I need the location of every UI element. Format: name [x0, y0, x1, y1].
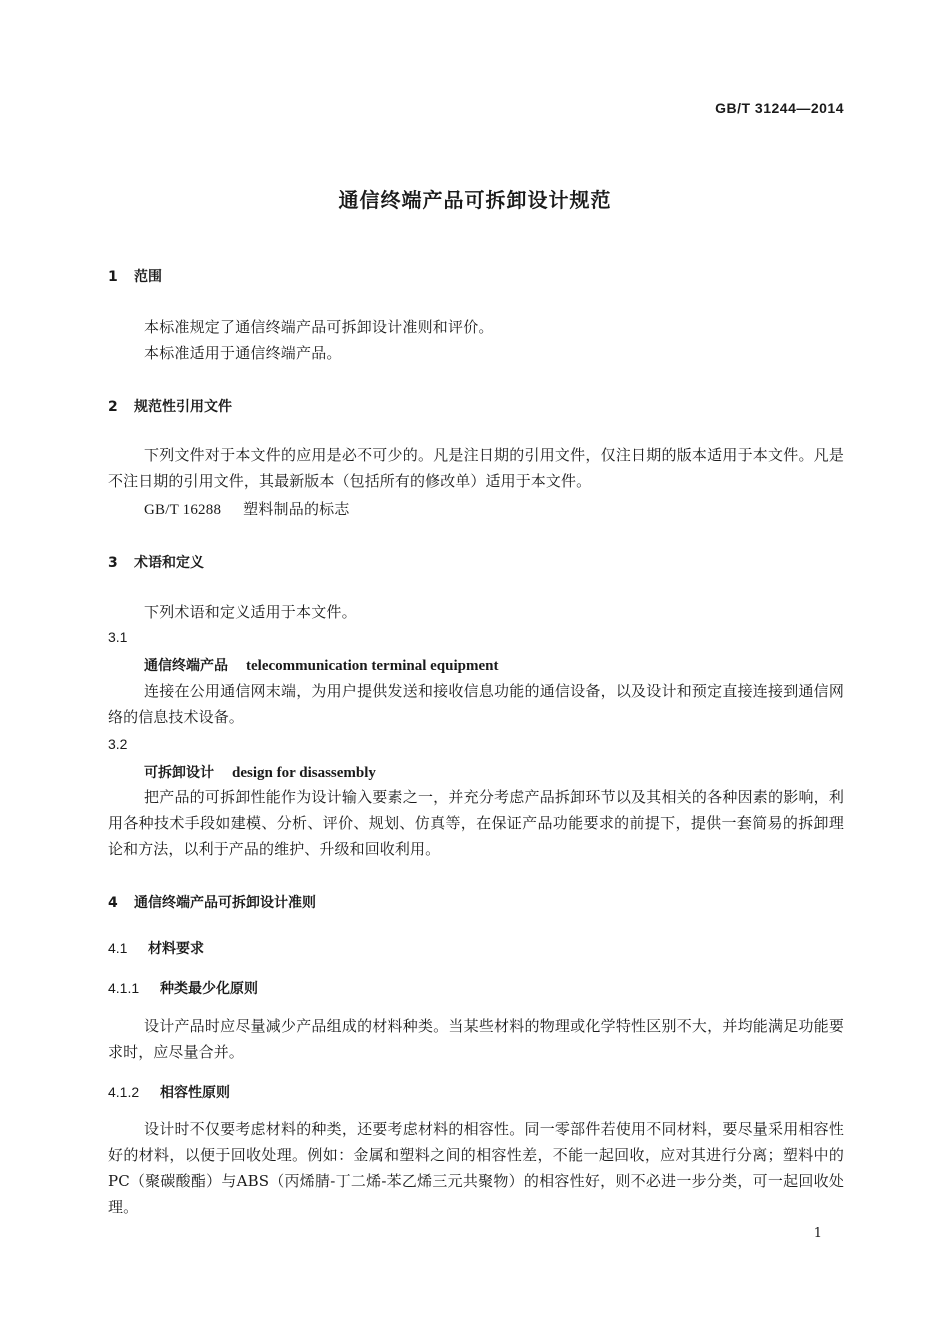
section-4-1-1-number: 4.1.1	[108, 980, 140, 996]
section-2-number: 2	[108, 399, 118, 415]
section-4-1-1-paragraph: 设计产品时应尽量减少产品组成的材料种类。当某些材料的物理或化学特性区别不大，并均能满足功能要求时，应尽量合并。	[108, 1017, 844, 1061]
term-3-1-definition: 连接在公用通信网末端，为用户提供发送和接收信息功能的通信设备，以及设计和预定直接连接到通信网络的信息技术设备。	[108, 682, 844, 726]
term-3-1-zh: 通信终端产品	[144, 658, 228, 674]
section-1-para-1: 本标准规定了通信终端产品可拆卸设计准则和评价。	[144, 318, 494, 336]
term-3-2-en: design for disassembly	[232, 765, 376, 781]
term-3-2-zh: 可拆卸设计	[144, 765, 214, 781]
section-4-number: 4	[108, 895, 118, 911]
section-4-1-1-heading	[108, 978, 258, 998]
term-3-2-number: 3.2	[108, 736, 128, 752]
reference-title: 塑料制品的标志	[243, 500, 350, 518]
section-3-heading	[108, 552, 204, 572]
section-4-1-2-number: 4.1.2	[108, 1084, 140, 1100]
section-1-heading	[108, 266, 162, 286]
page-number: 1	[813, 1226, 822, 1241]
section-4-1-2-title: 相容性原则	[160, 1085, 230, 1101]
section-1-para-2: 本标准适用于通信终端产品。	[144, 344, 342, 362]
section-4-1-1-title: 种类最少化原则	[160, 981, 258, 997]
reference-code: GB/T 16288	[144, 502, 222, 518]
section-4-title: 通信终端产品可拆卸设计准则	[134, 895, 316, 911]
term-3-2-name	[144, 762, 376, 782]
section-2-paragraph: 下列文件对于本文件的应用是必不可少的。凡是注日期的引用文件，仅注日期的版本适用于本文件。凡是不注日期的引用文件，其最新版本（包括所有的修改单）适用于本文件。	[108, 446, 844, 490]
term-3-1-name	[144, 655, 498, 675]
section-4-1-2-paragraph: 设计时不仅要考虑材料的种类，还要考虑材料的相容性。同一零部件若使用不同材料，要尽量采用相容性好的材料，以便于回收处理。例如：金属和塑料之间的相容性差，不能一起回收，应对其进行分离；塑料中的PC（聚碳酸酯）与ABS（丙烯腈-丁二烯-苯乙烯三元共聚物）的相容性好，则不必进一步分类，可一起回收处理。	[108, 1120, 844, 1216]
section-4-1-heading	[108, 938, 204, 958]
section-1-title: 范围	[134, 269, 162, 285]
standard-code: GB/T 31244—2014	[715, 100, 844, 116]
section-2-title: 规范性引用文件	[134, 399, 232, 415]
term-3-2-definition: 把产品的可拆卸性能作为设计输入要素之一，并充分考虑产品拆卸环节以及其相关的各种因素的影响，利用各种技术手段如建模、分析、评价、规划、仿真等，在保证产品功能要求的前提下，提供一套简易的拆卸理论和方法，以利于产品的维护、升级和回收利用。	[108, 788, 844, 858]
section-4-1-title: 材料要求	[148, 941, 204, 957]
section-4-1-2-heading	[108, 1082, 230, 1102]
normative-reference	[144, 498, 350, 519]
section-4-heading	[108, 892, 316, 912]
section-1-number: 1	[108, 269, 118, 285]
section-2-heading	[108, 396, 232, 416]
term-3-1-number: 3.1	[108, 629, 128, 645]
section-3-intro: 下列术语和定义适用于本文件。	[144, 603, 357, 621]
section-4-1-number: 4.1	[108, 940, 128, 956]
section-3-number: 3	[108, 555, 118, 571]
document-title: 通信终端产品可拆卸设计规范	[338, 188, 612, 212]
term-3-1-en: telecommunication terminal equipment	[246, 658, 499, 674]
section-3-title: 术语和定义	[134, 555, 204, 571]
